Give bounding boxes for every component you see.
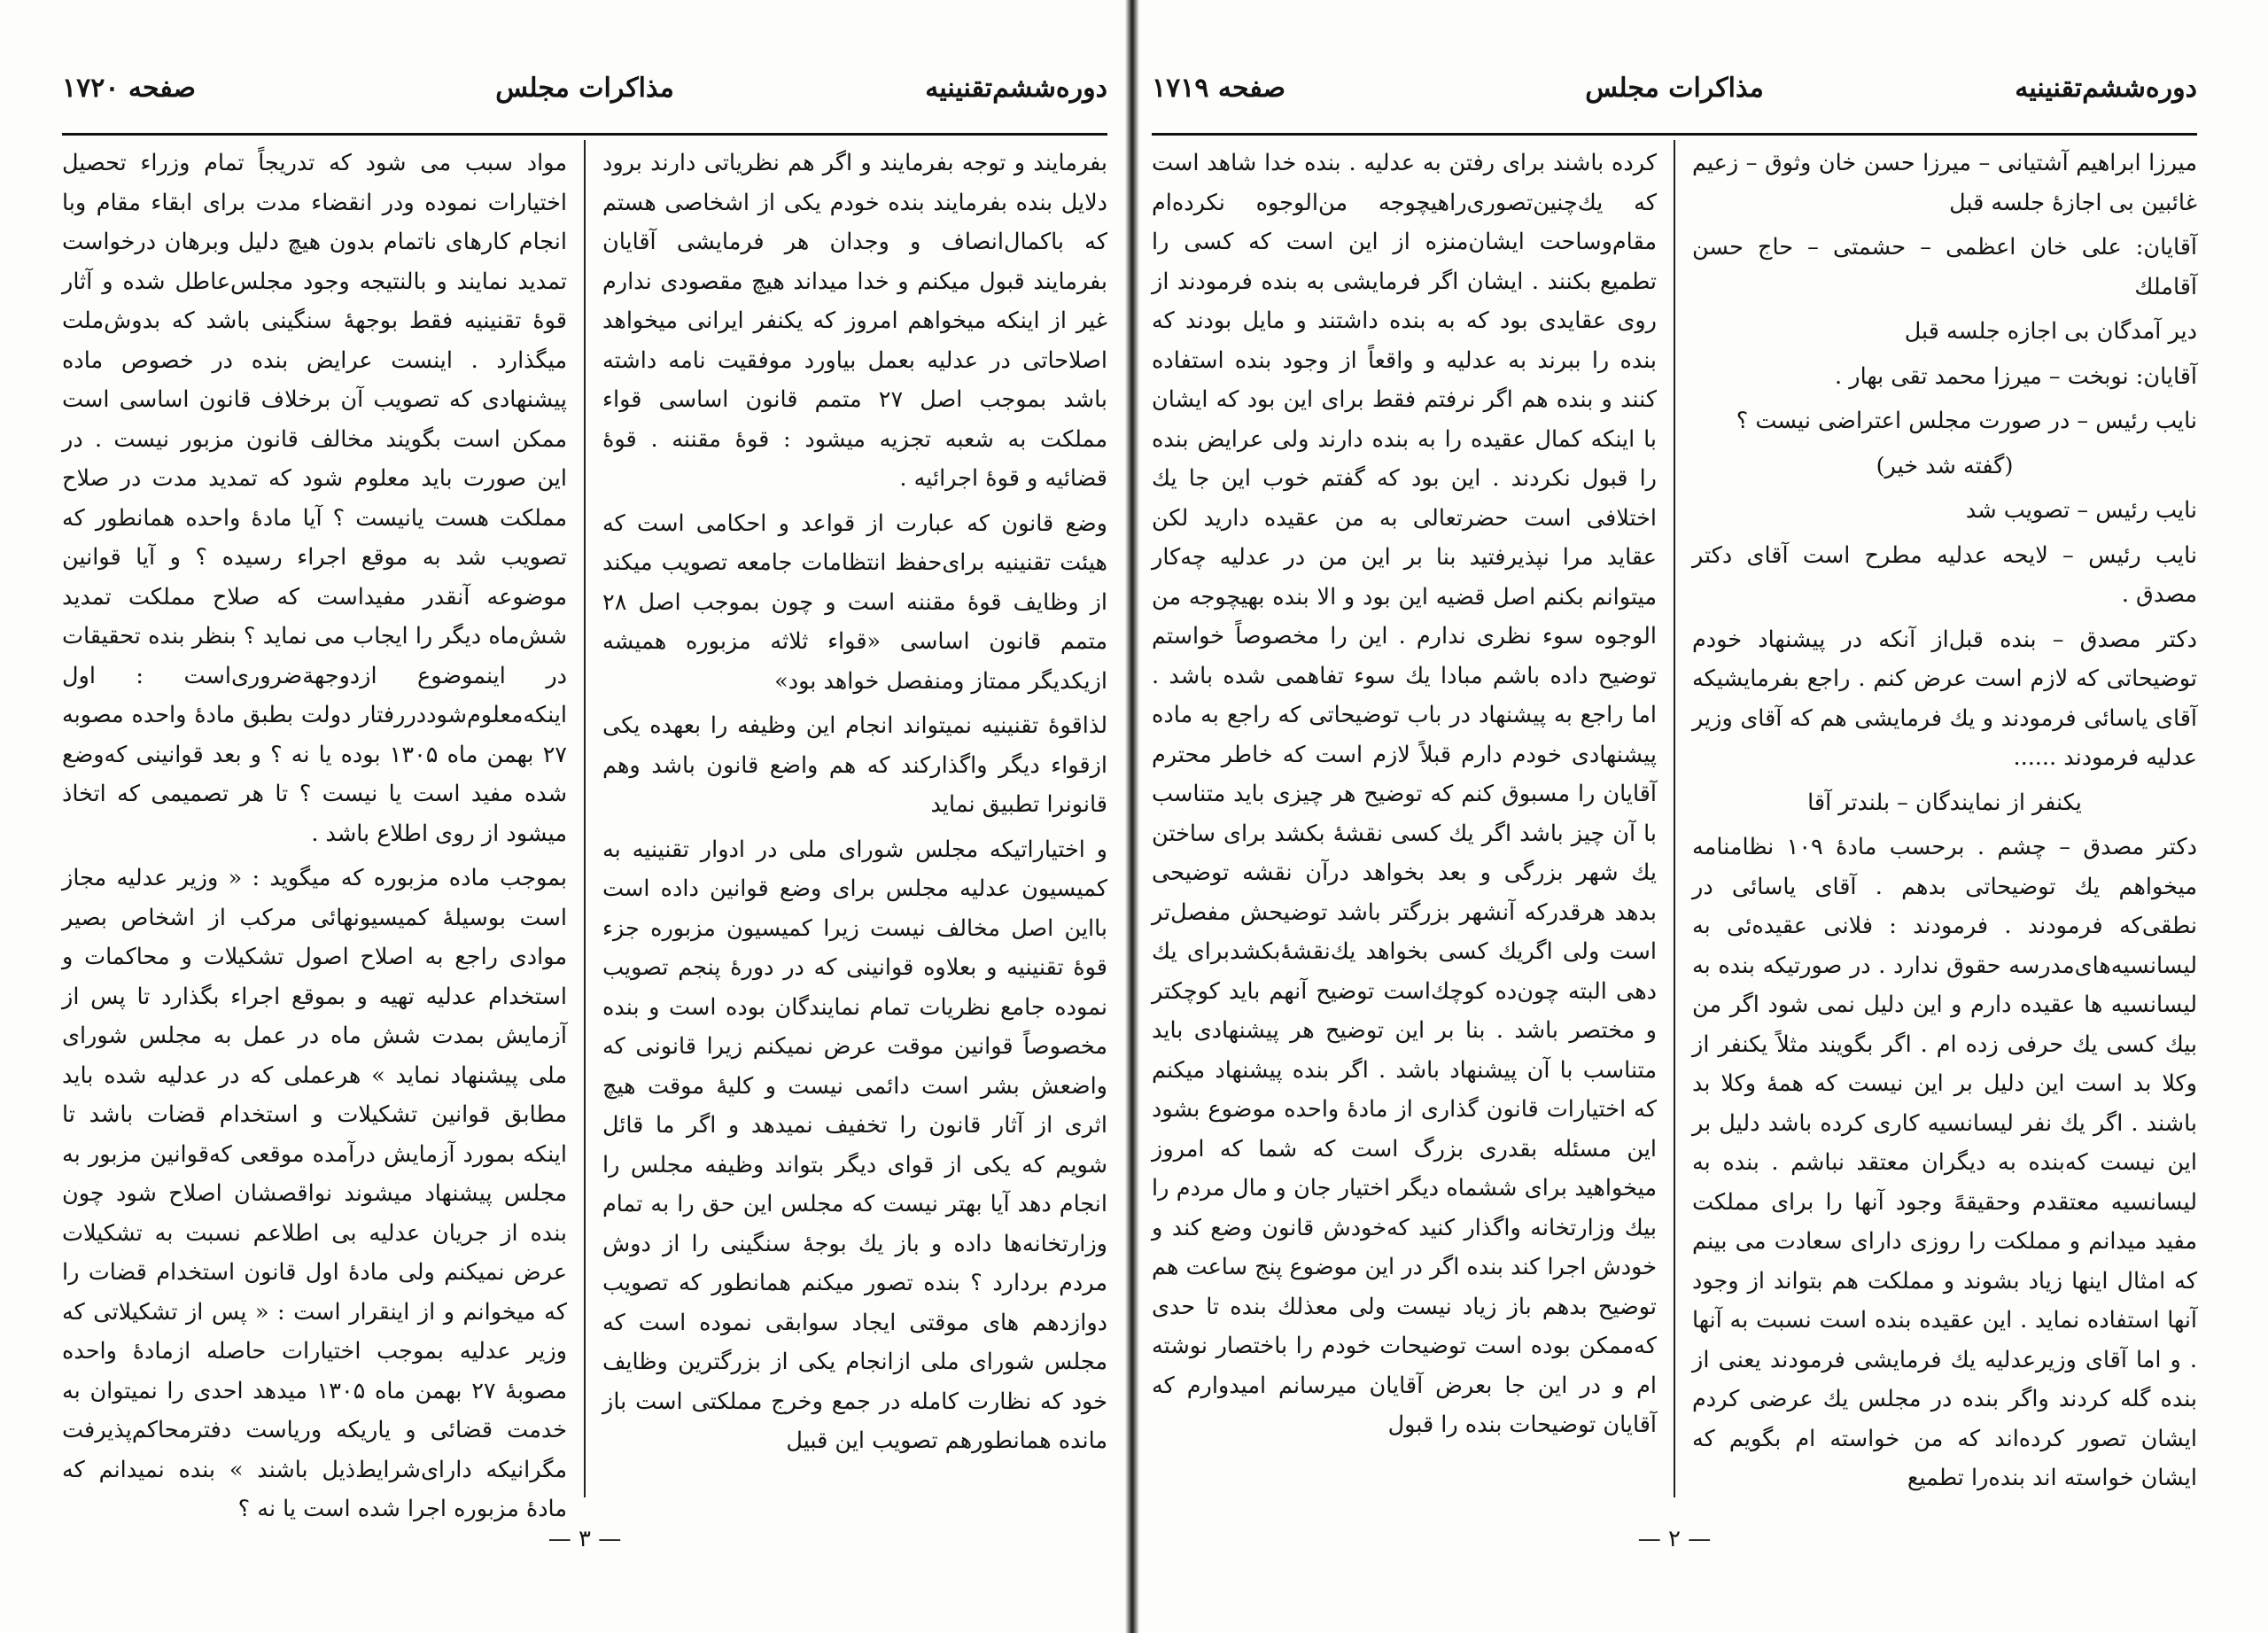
paragraph: بفرمایند و توجه بفرمایند و اگر هم نظریاتی دارند برود دلایل بنده بفرمایند بنده خودم یکی از اشخاصی هستم که باکمال‌انصاف و وجدان هر فرمایشی آقایان بفرمایند قبول میکنم و خدا میداند هیچ مقصودی ندارم غیر از اینکه میخواهم امروز که یکنفر ایرانی میخواهد اصلاحاتی در عدلیه بعمل بیاورد موفقیت نامه داشته باشد بموجب اصل ۲۷ متمم قانون اساسی قواء مملکت به شعبه تجزیه میشود : قوهٔ مقننه . قوهٔ قضائیه و قوهٔ اجرائیه .	[602, 150, 1107, 492]
session-title: دوره‌ششم‌تقنینیه	[2015, 73, 2197, 104]
paragraph: دیر آمدگان بی اجازه جلسه قبل	[1904, 318, 2197, 345]
column-divider	[584, 140, 586, 1497]
paragraph: یکنفر از نمایندگان – بلندتر آقا	[1807, 789, 2082, 816]
book-gutter	[1125, 0, 1139, 1633]
paragraph: (گفته شد خیر)	[1876, 452, 2014, 479]
paragraph: کرده باشند برای رفتن به عدلیه . بنده خدا شاهد است که یك‌چنین‌تصوری‌راهیچوجه من‌الوجوه نکرده‌ام مقام‌وساحت ایشان‌منزه از این است که کسی را تطمیع بکنند . ایشان اگر فرمایشی به بنده فرمودند از روی عقایدی بود که به بنده داشتند و مایل بودند که بنده را ببرند به عدلیه و واقعاً از وجود بنده استفاده کنند و بنده هم اگر نرفتم فقط برای این بود که ایشان با اینکه کمال عقیده را به بنده دارند ولی عرایض بنده را قبول نکردند . این بود که گفتم خوب این جا یك اختلافی است حضرتعالی به من عقیده دارید لکن عقاید مرا نپذیرفتید بنا بر این من در عدلیه چه‌کار میتوانم بکنم اصل قضیه این بود و الا بنده بهیچوجه من الوجوه سوء نظری ندارم . این را مخصوصاً خواستم توضیح داده باشم مبادا یك سوء تفاهمی شده باشد . اما راجع به پیشنهاد در باب توضیحاتی که راجع به ماده پیشنهادی خودم دارم قبلاً لازم است که خاطر محترم آقایان را مسبوق کنم که توضیح هر چیزی باید متناسب با آن چیز باشد اگر یك کسی نقشهٔ بکشد برای ساختن یك شهر بزرگی و بعد بخواهد درآن نقشه توضیحی بدهد هرقدرکه آنشهر بزرگتر باشد توضیحش مفصل‌تر است ولی اگریك کسی بخواهد یك‌نقشهٔ‌بکشد‌برای یك دهی البته چون‌ده کوچك‌است توضیح آنهم باید کوچکتر و مختصر باشد . بنا بر این توضیح هر پیشنهادی باید متناسب با آن پیشنهاد باشد . اگر بنده پیشنهاد میکنم که اختیارات قانون گذاری از مادهٔ واحده موضوع بشود این مسئله بقدری بزرگ است که شما که امروز میخواهید برای ششماه دیگر اختیار جان و مال مردم را بیك وزارتخانه واگذار کنید که‌خودش قانون وضع کند و خودش اجرا کند بنده اگر در این موضوع پنج ساعت هم توضیح بدهم باز زیاد نیست ولی معذلك بنده تا حدی که‌ممکن بوده است توضیحات خودم را باختصار نوشته ام و در این جا بعرض آقایان میرسانم امیدوارم که آقایان توضیحات بنده را قبول	[1152, 150, 1657, 1438]
header-rule	[62, 133, 1107, 136]
right-page	[1152, 73, 2197, 1559]
page-label: صفحه ۱۷۲۰	[62, 73, 196, 104]
header-rule	[1152, 133, 2197, 136]
left-page	[62, 73, 1107, 1559]
paragraph: دکتر مصدق – بنده قبل‌از آنکه در پیشنهاد خودم توضیحاتی که لازم است عرض کنم . راجع بفرمایشیکه آقای یاسائی فرمودند و یك فرمایشی هم که آقای وزیر عدلیه فرمودند ......	[1692, 626, 2197, 771]
page-label: صفحه ۱۷۱۹	[1152, 73, 1285, 104]
page-number: — ۲ —	[1637, 1526, 1712, 1552]
column-divider	[1674, 140, 1675, 1497]
paragraph: نایب رئیس – لایحه عدلیه مطرح است آقای دکتر مصدق .	[1692, 541, 2197, 608]
text-column-left	[62, 144, 567, 1522]
paragraph: وضع قانون که عبارت از قواعد و احکامی است که هیئت تقنینیه برای‌حفظ انتظامات جامعه تصویب میکند از وظایف قوهٔ مقننه است و چون بموجب اصل ۲۸ متمم قانون اساسی «قواء ثلاثه مزبوره همیشه ازیکدیگر ممتاز ومنفصل خواهد بود»	[602, 509, 1107, 695]
paragraph: آقایان: علی خان اعظمی – حشمتی – حاج حسن آقاملك	[1692, 234, 2197, 300]
text-column-right	[602, 144, 1107, 1497]
publication-title: مذاکرات مجلس	[495, 73, 674, 104]
running-head	[62, 73, 1107, 122]
paragraph: مواد سبب می شود که تدریجاً تمام وزراء تحصیل اختیارات نموده ودر انقضاء مدت برای ابقاء مقام وبا انجام کارهای ناتمام بدون هیچ دلیل وبرهان درخواست تمدید نمایند و بالنتیجه وجود مجلس‌عاطل شده و آثار قوهٔ تقنینیه فقط بوجههٔ سنگینی باشد که بدوش‌ملت میگذارد . اینست عرایض بنده در خصوص ماده پیشنهادی که تصویب آن برخلاف قانون اساسی است ممکن است بگویند مخالف قانون مزبور نیست . در این صورت باید معلوم شود که تمدید مدت در صلاح مملکت هست یانیست ؟ آیا مادهٔ واحده همانطور که تصویب شد به موقع اجراء رسیده ؟ و آیا قوانین موضوعه آنقدر مفیداست که صلاح مملکت تمدید شش‌ماه دیگر را ایجاب می نماید ؟ بنظر بنده تحقیقات در اینموضوع ازدوجهة‌ضروری‌است : اول اینکه‌معلوم‌شود‌دررفتار دولت بطبق مادهٔ واحده مصوبه ۲۷ بهمن ماه ۱۳۰۵ بوده یا نه ؟ و بعد قوانینی که‌وضع شده مفید است یا نیست ؟ تا هر تصمیمی که اتخاذ میشود از روی اطلاع باشد .	[62, 150, 567, 847]
paragraph: لذاقوهٔ تقنینیه نمیتواند انجام این وظیفه را بعهده یکی ازقواء دیگر واگذارکند که هم واضع قانون باشد وهم قانونرا تطبیق نماید	[602, 712, 1107, 818]
paragraph: و اختیاراتیکه مجلس شورای ملی در ادوار تقنینیه به کمیسیون عدلیه مجلس برای وضع قوانین داده است بااین اصل مخالف نیست زیرا کمیسیون مزبوره جزء قوهٔ تقنینیه و بعلاوه قوانینی که در دورهٔ پنجم تصویب نموده جامع نظریات تمام نمایندگان بوده است و بنده مخصوصاً قوانین موقت عرض نمیکنم زیرا قانونی که واضعش بشر است دائمی نیست و کلیهٔ موقت هیچ اثری از آثار قانون را تخفیف نمیدهد و اگر ما قائل شویم که یکی از قوای دیگر بتواند وظیفه مجلس را انجام دهد آیا بهتر نیست که مجلس این حق را به تمام وزارتخانه‌ها داده و باز یك بوجهٔ سنگینی را از دوش مردم بردارد ؟ بنده تصور میکنم همانطور که تصویب دوازدهم های موقتی ایجاد سوابقی نموده است که مجلس شورای ملی ازانجام یکی از بزرگترین وظایف خود که نظارت کامله در جمع وخرج مملکتی است باز مانده همانطورهم تصویب این قبیل	[602, 836, 1107, 1454]
paragraph: نایب رئیس – تصویب شد	[1965, 497, 2197, 524]
text-column-left	[1152, 144, 1657, 1497]
running-head	[1152, 73, 2197, 122]
session-title: دوره‌ششم‌تقنینیه	[925, 73, 1107, 104]
text-column-right	[1692, 144, 2197, 1497]
publication-title: مذاکرات مجلس	[1585, 73, 1764, 104]
paragraph: دکتر مصدق – چشم . برحسب مادهٔ ۱۰۹ نظامنامه میخواهم یك توضیحاتی بدهم . آقای یاسائی در نطقی‌که فرمودند . فرمودند : فلانی عقیده‌ئی به لیسانسیه‌های‌مدرسه حقوق ندارد . در صورتیکه بنده به لیسانسیه ها عقیده دارم و این دلیل نمی شود اگر من بیك کسی یك حرفی زده ام . اگر بگویند مثلاً یکنفر از وکلا بد است این دلیل بر این نیست که همهٔ وکلا بد باشند . اگر یك نفر لیسانسیه کاری کرده باشد دلیل بر این نیست که‌بنده به دیگران معتقد نباشم . بنده به لیسانسیه معتقدم وحقیقهً وجود آنها را برای مملکت مفید میدانم و مملکت را روزی دارای سعادت می بینم که امثال اینها زیاد بشوند و مملکت هم بتواند از وجود آنها استفاده نماید . این عقیده بنده است نسبت به آنها . و اما آقای وزیرعدلیه یك فرمایشی فرمودند یعنی از بنده گله کردند واگر بنده در مجلس یك عرضی کردم ایشان تصور کرده‌اند که من خواسته ام بگویم که ایشان خواسته اند بنده‌را تطمیع	[1692, 834, 2197, 1491]
paragraph: بموجب ماده مزبوره که میگوید : « وزیر عدلیه مجاز است بوسیلهٔ کمیسیونهائی مرکب از اشخاص بصیر موادی راجع به اصلاح اصول تشکیلات و محاکمات و استخدام عدلیه تهیه و بموقع اجراء بگذارد تا پس از آزمایش بمدت شش ماه در عمل به مجلس شورای ملی پیشنهاد نماید » هرعملی که در عدلیه شده باید مطابق قوانین تشکیلات و استخدام قضات باشد تا اینکه بمورد آزمایش درآمده موقعی که‌قوانین مزبور به مجلس پیشنهاد میشوند نواقصشان اصلاح شود چون بنده از جریان عدلیه بی اطلاعم نسبت به تشکیلات عرض نمیکنم ولی مادهٔ اول قانون استخدام قضات را که میخوانم و از اینقرار است : « پس از تشکیلاتی که وزیر عدلیه بموجب اختیارات حاصله ازمادهٔ واحده مصوبهٔ ۲۷ بهمن ماه ۱۳۰۵ میدهد احدی را نمیتوان به خدمت قضائی و یاریکه وریاست دفترمحاکم‌پذیرفت مگرانیکه دارای‌شرایط‌ذیل باشند » بنده نمیدانم که مادهٔ مزبوره اجرا شده است یا نه ؟	[62, 865, 567, 1522]
paragraph: نایب رئیس – در صورت مجلس اعتراضی نیست ؟	[1736, 408, 2197, 434]
paragraph: میرزا ابراهیم آشتیانی – میرزا حسن خان وثوق – زعیم غائبین بی اجازهٔ جلسه قبل	[1692, 150, 2197, 216]
page-number: — ۳ —	[548, 1526, 622, 1552]
paragraph: آقایان: نوبخت – میرزا محمد تقی بهار .	[1835, 362, 2197, 390]
